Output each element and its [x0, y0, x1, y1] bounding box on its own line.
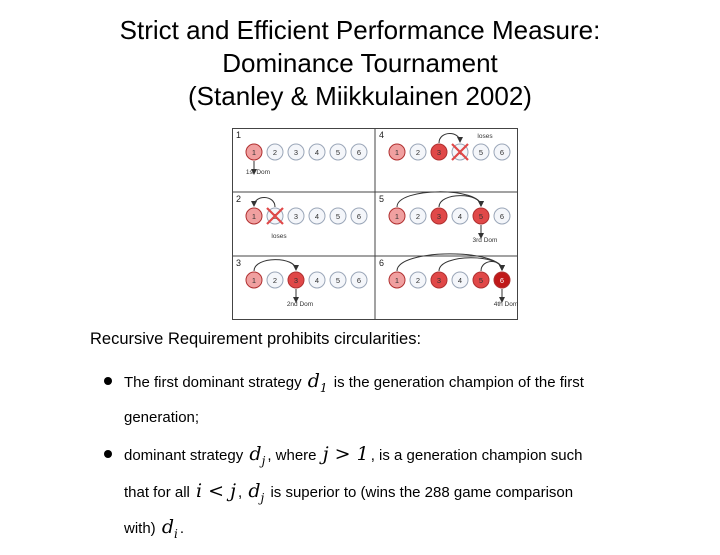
strategy-node-label: 6 [499, 148, 505, 157]
math-dj: $d_j$ [248, 479, 265, 505]
panel-caption: 3rd Dom [472, 237, 498, 244]
bullet-text: is superior to (wins the 288 game comparison with) [124, 483, 574, 538]
bullet-text: , [238, 483, 243, 501]
bullet-list [104, 366, 604, 555]
bullet-text: The first dominant strategy [124, 374, 302, 391]
strategy-node-label: 3 [436, 212, 442, 221]
strategy-node-label: 1 [251, 276, 257, 285]
panel-caption: 1st Dom [245, 169, 271, 176]
strategy-node-label: 1 [394, 148, 400, 157]
strategy-node-label: 3 [293, 148, 299, 157]
math-d1: $d_1$ [307, 370, 328, 395]
bullet-dot [104, 377, 112, 385]
strategy-node-label: 1 [394, 212, 400, 221]
math-dj: $d_j$ [249, 442, 266, 468]
panel-caption: loses [271, 233, 287, 240]
strategy-node-label: 6 [356, 148, 362, 157]
bullet-text: is the generation champion of the first generation; [124, 374, 584, 426]
strategy-node-label: 2 [272, 212, 278, 221]
panel-number: 3 [236, 258, 242, 268]
strategy-node-label: 3 [436, 148, 442, 157]
strategy-node-label: 5 [335, 276, 341, 285]
title-line-2: Dominance Tournament [222, 48, 498, 78]
bullet-item-2 [104, 439, 604, 549]
strategy-node-label: 1 [251, 148, 257, 157]
panel-caption: 2nd Dom [286, 301, 314, 308]
strategy-node-label: 3 [436, 276, 442, 285]
strategy-node-label: 4 [457, 148, 463, 157]
strategy-node-label: 5 [478, 212, 484, 221]
strategy-node-label: 3 [293, 212, 299, 221]
panel-caption: loses [477, 133, 493, 140]
slide-title [0, 14, 720, 113]
strategy-node-label: 5 [335, 212, 341, 221]
panel-number: 5 [379, 194, 385, 204]
strategy-node-label: 4 [314, 276, 320, 285]
strategy-node-label: 6 [499, 276, 505, 285]
strategy-node-label: 3 [293, 276, 299, 285]
strategy-node-label: 4 [314, 212, 320, 221]
strategy-node-label: 1 [251, 212, 257, 221]
strategy-node-label: 2 [415, 148, 421, 157]
strategy-node-label: 4 [314, 148, 320, 157]
panel-caption: 4th Dom [493, 301, 518, 308]
strategy-node-label: 6 [356, 212, 362, 221]
dominance-tournament-diagram [232, 128, 518, 320]
strategy-node-label: 2 [272, 276, 278, 285]
strategy-node-label: 2 [415, 276, 421, 285]
math-j-gt-1: j > 1 [322, 442, 369, 465]
bullet-dot [104, 450, 112, 458]
section-subtitle: Recursive Requirement prohibits circularities: [90, 330, 422, 348]
strategy-node-label: 4 [457, 212, 463, 221]
panel-number: 4 [379, 130, 385, 140]
title-line-1: Strict and Efficient Performance Measure: [119, 15, 601, 45]
strategy-node-label: 5 [478, 148, 484, 157]
bullet-text: . [179, 520, 185, 538]
strategy-node-label: 2 [415, 212, 421, 221]
strategy-node-label: 2 [272, 148, 278, 157]
panel-number: 1 [236, 130, 242, 140]
panel-number: 6 [379, 258, 385, 268]
math-i-lt-j: i < j [196, 479, 237, 502]
strategy-node-label: 1 [394, 276, 400, 285]
strategy-node-label: 6 [499, 212, 505, 221]
strategy-node-label: 5 [478, 276, 484, 285]
strategy-node-label: 4 [457, 276, 463, 285]
bullet-text: , where [267, 446, 317, 464]
bullet-text: dominant strategy [124, 446, 244, 464]
strategy-node-label: 5 [335, 148, 341, 157]
bullet-item-1 [104, 366, 604, 433]
strategy-node-label: 6 [356, 276, 362, 285]
title-line-3: (Stanley & Miikkulainen 2002) [188, 81, 532, 111]
panel-number: 2 [236, 194, 242, 204]
bullet-text: , is a generation champion such that for all [124, 446, 583, 501]
math-di: $d_i$ [161, 516, 178, 542]
